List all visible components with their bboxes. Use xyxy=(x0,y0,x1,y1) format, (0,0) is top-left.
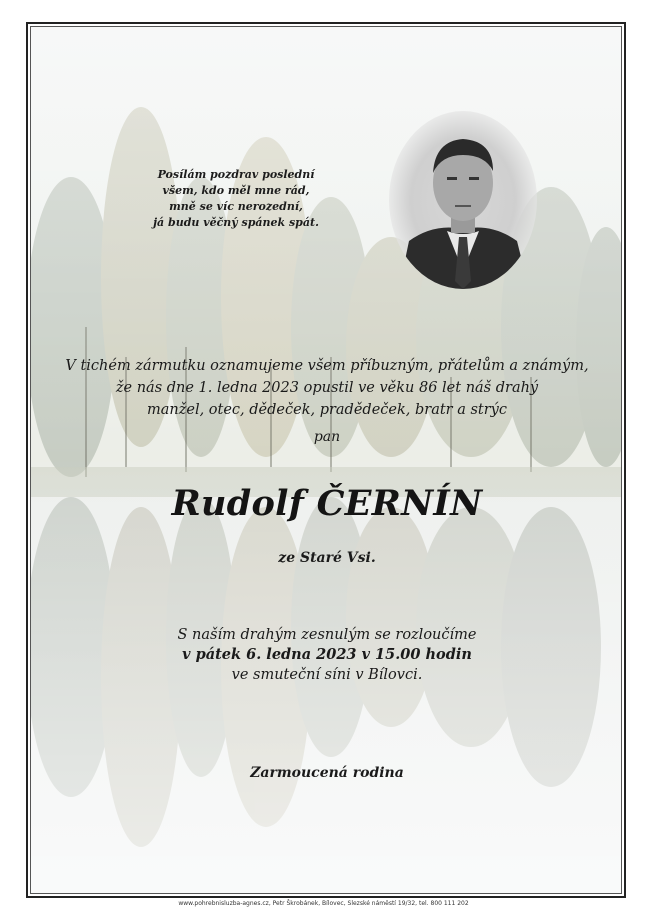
poem-line: mně se víc nerozední, xyxy=(169,200,303,213)
lake-landscape-background xyxy=(31,27,622,894)
farewell-line: S naším drahým zesnulým se rozloučíme xyxy=(177,627,477,643)
death-announcement xyxy=(31,355,622,421)
announcement-line: V tichém zármutku oznamujeme všem příbuzným, přátelům a známým, xyxy=(65,358,589,374)
announcement-line: manžel, otec, dědeček, pradědeček, bratr a strýc xyxy=(146,402,507,418)
salutation: pan xyxy=(313,429,341,445)
deceased-name: Rudolf ČERNÍN xyxy=(171,483,483,524)
funeral-details xyxy=(31,625,622,685)
funeral-date-time: v pátek 6. ledna 2023 v 15.00 hodin xyxy=(182,646,472,663)
inner-border xyxy=(30,26,622,894)
funeral-location: ve smuteční síni v Bílovci. xyxy=(231,667,423,683)
portrait-photo xyxy=(389,111,537,289)
funeral-service-footer: www.pohrebnisluzba-agnes.cz, Petr Škrobánek, Bílovec, Slezské náměstí 19/32, tel. 800 111 202 xyxy=(178,900,469,907)
deceased-origin: ze Staré Vsi. xyxy=(278,550,376,566)
memorial-poem xyxy=(151,167,321,231)
family-signature: Zarmoucená rodina xyxy=(250,765,404,781)
poem-line: Posílám pozdrav poslední xyxy=(157,168,315,181)
announcement-line: že nás dne 1. ledna 2023 opustil ve věku 86 let náš drahý xyxy=(115,380,539,396)
poem-line: všem, kdo měl mne rád, xyxy=(162,184,310,197)
poem-line: já budu věčný spánek spát. xyxy=(153,216,319,229)
